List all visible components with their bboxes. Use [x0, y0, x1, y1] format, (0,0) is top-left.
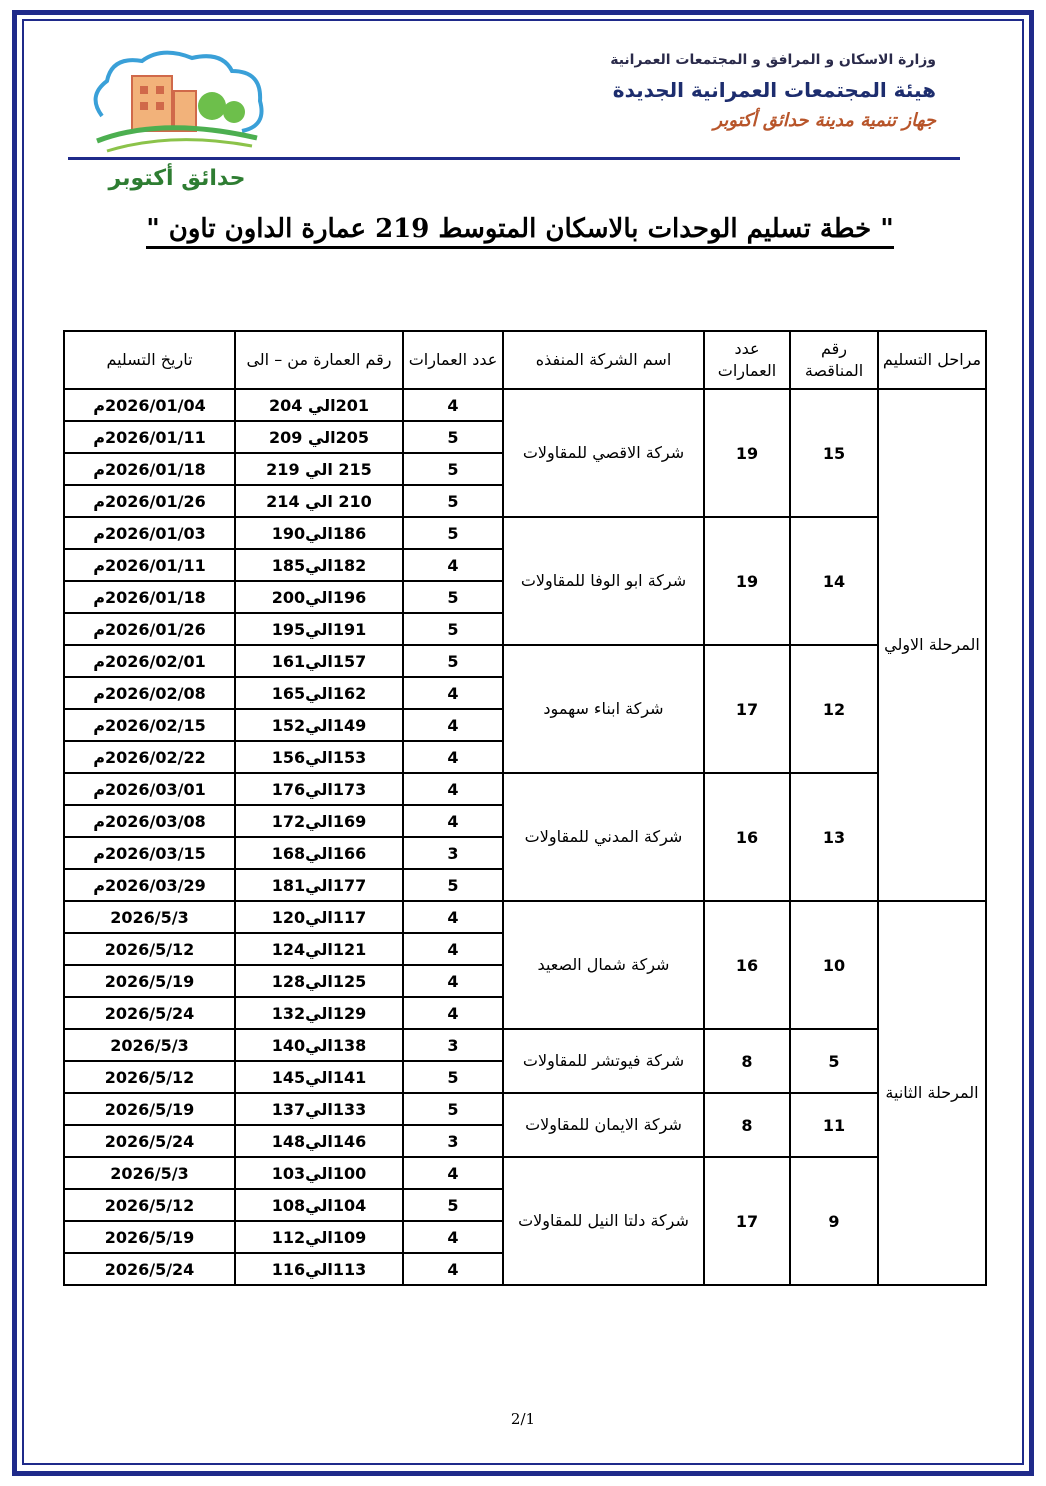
buildings-total-cell: 19: [704, 389, 790, 517]
header-buildings-count: عدد العمارات: [403, 331, 503, 389]
building-range-cell: 141الي145: [235, 1061, 403, 1093]
buildings-count-cell: 3: [403, 1125, 503, 1157]
delivery-date-cell: 2026/01/18م: [64, 453, 235, 485]
delivery-date-cell: 2026/01/18م: [64, 581, 235, 613]
table-row: [64, 773, 986, 805]
header-buildings-total: عدد العمارات: [704, 331, 790, 389]
building-range-cell: 129الي132: [235, 997, 403, 1029]
building-range-cell: 173الي176: [235, 773, 403, 805]
buildings-count-cell: 4: [403, 997, 503, 1029]
company-name-cell: شركة دلتا النيل للمقاولات: [503, 1157, 704, 1285]
building-range-cell: 182الي185: [235, 549, 403, 581]
delivery-date-cell: 2026/5/19: [64, 1093, 235, 1125]
buildings-count-cell: 4: [403, 773, 503, 805]
buildings-count-cell: 5: [403, 645, 503, 677]
building-range-cell: 191الي195: [235, 613, 403, 645]
tender-number-cell: 15: [790, 389, 878, 517]
buildings-total-cell: 19: [704, 517, 790, 645]
header-tender: رقم المناقصة: [790, 331, 878, 389]
delivery-date-cell: 2026/02/22م: [64, 741, 235, 773]
tender-number-cell: 9: [790, 1157, 878, 1285]
company-name-cell: شركة ابناء سهمود: [503, 645, 704, 773]
header-building-range: رقم العمارة من – الى: [235, 331, 403, 389]
buildings-count-cell: 4: [403, 1221, 503, 1253]
table-row: [64, 1157, 986, 1189]
company-name-cell: شركة ابو الوفا للمقاولات: [503, 517, 704, 645]
buildings-count-cell: 5: [403, 1061, 503, 1093]
page-number: 2/1: [510, 1410, 536, 1428]
building-range-cell: 133الي137: [235, 1093, 403, 1125]
buildings-count-cell: 5: [403, 485, 503, 517]
delivery-date-cell: 2026/5/3: [64, 1029, 235, 1061]
delivery-date-cell: 2026/01/11م: [64, 421, 235, 453]
delivery-date-cell: 2026/01/26م: [64, 613, 235, 645]
buildings-count-cell: 3: [403, 837, 503, 869]
table-row: [64, 901, 986, 933]
buildings-count-cell: 5: [403, 1093, 503, 1125]
building-range-cell: 210 الي 214: [235, 485, 403, 517]
delivery-date-cell: 2026/03/29م: [64, 869, 235, 901]
table-row: [64, 1029, 986, 1061]
tender-number-cell: 5: [790, 1029, 878, 1093]
company-name-cell: شركة المدني للمقاولات: [503, 773, 704, 901]
company-name-cell: شركة شمال الصعيد: [503, 901, 704, 1029]
tender-number-cell: 13: [790, 773, 878, 901]
buildings-count-cell: 4: [403, 1157, 503, 1189]
building-range-cell: 121الي124: [235, 933, 403, 965]
building-range-cell: 201الي 204: [235, 389, 403, 421]
building-range-cell: 104الي108: [235, 1189, 403, 1221]
buildings-total-cell: 17: [704, 1157, 790, 1285]
delivery-date-cell: 2026/5/3: [64, 901, 235, 933]
buildings-count-cell: 4: [403, 741, 503, 773]
buildings-count-cell: 5: [403, 613, 503, 645]
delivery-date-cell: 2026/5/12: [64, 933, 235, 965]
building-range-cell: 125الي128: [235, 965, 403, 997]
buildings-total-cell: 8: [704, 1029, 790, 1093]
building-range-cell: 196الي200: [235, 581, 403, 613]
letterhead: [516, 52, 936, 131]
agency-name: جهاز تنمية مدينة حدائق أكتوبر: [713, 110, 936, 131]
building-range-cell: 162الي165: [235, 677, 403, 709]
delivery-date-cell: 2026/02/08م: [64, 677, 235, 709]
company-name-cell: شركة الاقصي للمقاولات: [503, 389, 704, 517]
delivery-date-cell: 2026/01/11م: [64, 549, 235, 581]
buildings-count-cell: 5: [403, 869, 503, 901]
building-range-cell: 215 الي 219: [235, 453, 403, 485]
buildings-count-cell: 4: [403, 901, 503, 933]
tender-number-cell: 10: [790, 901, 878, 1029]
table-row: [64, 517, 986, 549]
building-range-cell: 149الي152: [235, 709, 403, 741]
delivery-date-cell: 2026/5/3: [64, 1157, 235, 1189]
table-row: [64, 389, 986, 421]
building-range-cell: 153الي156: [235, 741, 403, 773]
table-row: [64, 645, 986, 677]
delivery-date-cell: 2026/02/15م: [64, 709, 235, 741]
buildings-count-cell: 5: [403, 453, 503, 485]
building-range-cell: 177الي181: [235, 869, 403, 901]
delivery-date-cell: 2026/03/15م: [64, 837, 235, 869]
delivery-date-cell: 2026/5/19: [64, 1221, 235, 1253]
building-range-cell: 138الي140: [235, 1029, 403, 1061]
buildings-total-cell: 16: [704, 901, 790, 1029]
buildings-total-cell: 17: [704, 645, 790, 773]
building-range-cell: 186الي190: [235, 517, 403, 549]
logo-graphic: [82, 46, 272, 166]
building-range-cell: 117الي120: [235, 901, 403, 933]
building-range-cell: 169الي172: [235, 805, 403, 837]
buildings-count-cell: 5: [403, 517, 503, 549]
delivery-date-cell: 2026/01/03م: [64, 517, 235, 549]
delivery-date-cell: 2026/01/04م: [64, 389, 235, 421]
table-row: [64, 1093, 986, 1125]
delivery-date-cell: 2026/5/12: [64, 1061, 235, 1093]
header-phase: مراحل التسليم: [878, 331, 986, 389]
company-name-cell: شركة الايمان للمقاولات: [503, 1093, 704, 1157]
buildings-count-cell: 4: [403, 389, 503, 421]
buildings-count-cell: 4: [403, 965, 503, 997]
document-title-text: " خطة تسليم الوحدات بالاسكان المتوسط 219 عمارة الداون تاون ": [146, 214, 894, 249]
document-title: [100, 214, 940, 244]
buildings-count-cell: 5: [403, 581, 503, 613]
building-range-cell: 113الي116: [235, 1253, 403, 1285]
tender-number-cell: 14: [790, 517, 878, 645]
company-name-cell: شركة فيوتشر للمقاولات: [503, 1029, 704, 1093]
delivery-date-cell: 2026/02/01م: [64, 645, 235, 677]
building-range-cell: 157الي161: [235, 645, 403, 677]
buildings-count-cell: 4: [403, 933, 503, 965]
buildings-count-cell: 5: [403, 1189, 503, 1221]
delivery-date-cell: 2026/5/12: [64, 1189, 235, 1221]
buildings-count-cell: 3: [403, 1029, 503, 1061]
buildings-count-cell: 4: [403, 1253, 503, 1285]
delivery-date-cell: 2026/5/24: [64, 1253, 235, 1285]
building-range-cell: 166الي168: [235, 837, 403, 869]
buildings-count-cell: 5: [403, 421, 503, 453]
header-delivery-date: تاريخ التسليم: [64, 331, 235, 389]
table-header-row: [64, 331, 986, 389]
ministry-name: وزارة الاسكان و المرافق و المجتمعات العمرانية: [610, 52, 936, 68]
buildings-count-cell: 4: [403, 677, 503, 709]
delivery-date-cell: 2026/03/08م: [64, 805, 235, 837]
header-divider: [68, 157, 960, 160]
delivery-date-cell: 2026/01/26م: [64, 485, 235, 517]
delivery-date-cell: 2026/5/19: [64, 965, 235, 997]
buildings-total-cell: 8: [704, 1093, 790, 1157]
building-range-cell: 100الي103: [235, 1157, 403, 1189]
buildings-count-cell: 4: [403, 549, 503, 581]
building-range-cell: 109الي112: [235, 1221, 403, 1253]
delivery-date-cell: 2026/03/01م: [64, 773, 235, 805]
delivery-date-cell: 2026/5/24: [64, 997, 235, 1029]
delivery-plan-table: [63, 330, 987, 1286]
phase-cell: المرحلة الثانية: [878, 901, 986, 1285]
authority-name: هيئة المجتمعات العمرانية الجديدة: [612, 78, 936, 102]
phase-cell: المرحلة الاولي: [878, 389, 986, 901]
buildings-count-cell: 4: [403, 709, 503, 741]
buildings-total-cell: 16: [704, 773, 790, 901]
building-range-cell: 205الي 209: [235, 421, 403, 453]
building-range-cell: 146الي148: [235, 1125, 403, 1157]
tender-number-cell: 12: [790, 645, 878, 773]
logo-text: حدائق أكتوبر: [108, 166, 246, 191]
delivery-date-cell: 2026/5/24: [64, 1125, 235, 1157]
header-company: اسم الشركة المنفذه: [503, 331, 704, 389]
buildings-count-cell: 4: [403, 805, 503, 837]
tender-number-cell: 11: [790, 1093, 878, 1157]
